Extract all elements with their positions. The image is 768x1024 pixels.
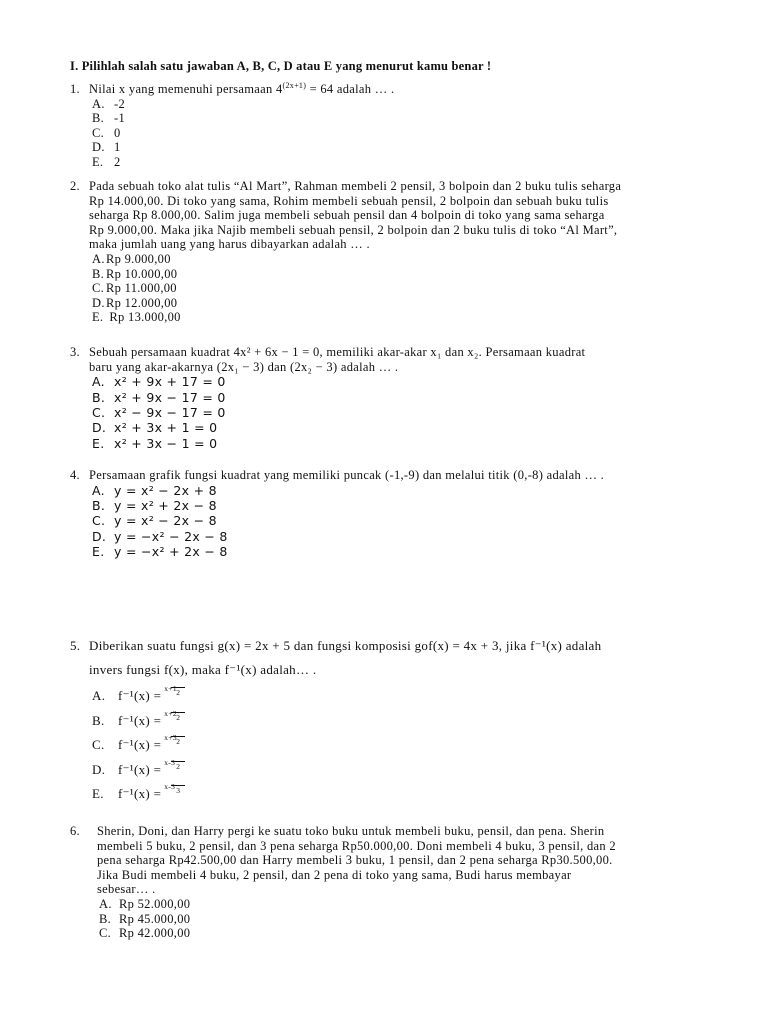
- options-list: [92, 252, 700, 325]
- fraction-denominator: 2: [171, 687, 185, 697]
- option-text: x² + 3x + 1 = 0: [114, 420, 218, 436]
- question-text-start: Nilai x yang memenuhi persamaan 4: [89, 82, 283, 96]
- option-text: Rp 9.000,00: [106, 251, 171, 266]
- fraction: [161, 682, 187, 697]
- question-line: baru yang akar-akarnya (2x₁ − 3) dan (2x₂ − 3) adalah … .: [89, 359, 399, 374]
- option-letter: C.: [99, 926, 112, 941]
- option-a[interactable]: [92, 682, 700, 707]
- question-text-end: = 64 adalah … .: [306, 82, 395, 96]
- fraction-numerator: x+1: [164, 684, 177, 693]
- option-letter: E.: [92, 544, 105, 560]
- option-letter: D.: [92, 420, 107, 436]
- question-line: Sherin, Doni, dan Harry pergi ke suatu toko buku untuk membeli buku, pensil, dan pena. Sherin: [97, 824, 605, 838]
- option-e[interactable]: [92, 544, 700, 559]
- option-letter: A.: [92, 251, 105, 266]
- option-text: 0: [114, 125, 121, 140]
- exponent: (2x+1): [282, 81, 307, 90]
- option-letter: B.: [92, 498, 106, 513]
- option-letter: A.: [92, 96, 105, 111]
- option-a[interactable]: [92, 374, 700, 389]
- options-list: [99, 897, 700, 941]
- fraction: [161, 731, 187, 746]
- option-c[interactable]: [99, 926, 700, 941]
- option-d[interactable]: [92, 756, 700, 781]
- option-letter: B.: [99, 911, 112, 926]
- question-text: [89, 634, 700, 682]
- question-line: seharga Rp 8.000,00. Salim juga membeli sebuah pensil dan 4 bolpoin di toko yang sama seharga: [89, 208, 605, 223]
- option-text: 1: [114, 140, 121, 155]
- fraction: [161, 780, 187, 795]
- option-text: Rp 12.000,00: [106, 295, 178, 310]
- option-text: -1: [114, 111, 126, 126]
- question-line: Sebuah persamaan kuadrat 4x² + 6x − 1 = 0, memiliki akar-akar x₁ dan x₂. Persamaan kuadrat: [89, 345, 586, 359]
- question-text: [97, 824, 700, 897]
- question-5: [70, 634, 700, 805]
- option-letter: C.: [92, 737, 105, 752]
- option-text: x² − 9x − 17 = 0: [114, 405, 226, 420]
- fraction-numerator: x-3: [164, 757, 176, 767]
- option-a[interactable]: [99, 897, 700, 912]
- option-letter: D.: [92, 528, 107, 544]
- option-b[interactable]: [92, 707, 700, 732]
- option-d[interactable]: [92, 420, 700, 435]
- option-c[interactable]: [92, 405, 700, 420]
- fraction-numerator: x+2: [164, 708, 177, 718]
- option-letter: C.: [92, 405, 106, 420]
- option-letter: E.: [92, 154, 104, 169]
- option-text: Rp 45.000,00: [119, 911, 191, 926]
- option-lhs: f⁻¹(x) =: [118, 737, 162, 752]
- option-lhs: f⁻¹(x) =: [118, 761, 162, 777]
- option-e[interactable]: [92, 310, 700, 325]
- option-letter: D.: [92, 761, 106, 777]
- option-b[interactable]: [92, 498, 700, 513]
- option-text: Rp 10.000,00: [106, 266, 178, 281]
- option-c[interactable]: [92, 731, 700, 756]
- question-line: pena seharga Rp42.500,00 dan Harry membeli 3 buku, 1 pensil, dan 2 pena seharga Rp30.500,00.: [97, 853, 613, 868]
- question-number: 3.: [70, 345, 80, 359]
- question-number: 4.: [70, 468, 80, 482]
- option-c[interactable]: [92, 281, 700, 296]
- options-list: [92, 483, 700, 560]
- fraction-numerator: x-3: [164, 782, 176, 791]
- option-text: Rp 13.000,00: [106, 310, 181, 325]
- option-e[interactable]: [92, 780, 700, 805]
- option-b[interactable]: [92, 267, 700, 282]
- option-letter: B.: [92, 389, 106, 405]
- option-d[interactable]: [92, 529, 700, 544]
- option-text: x² + 9x + 17 = 0: [114, 374, 226, 390]
- option-text: Rp 11.000,00: [106, 281, 177, 296]
- option-letter: A.: [92, 688, 106, 703]
- option-text: x² + 9x − 17 = 0: [114, 389, 226, 405]
- option-letter: E.: [92, 310, 104, 325]
- question-number: 5.: [70, 638, 81, 653]
- option-lhs: f⁻¹(x) =: [118, 712, 162, 728]
- option-letter: A.: [92, 374, 105, 390]
- question-line: Diberikan suatu fungsi g(x) = 2x + 5 dan fungsi komposisi gof(x) = 4x + 3, jika f⁻¹(x) adalah: [89, 638, 602, 653]
- section-heading: I. Pilihlah salah satu jawaban A, B, C, D atau E yang menurut kamu benar !: [70, 59, 492, 73]
- question-number: 2.: [70, 179, 80, 193]
- option-e[interactable]: [92, 436, 700, 451]
- option-text: x² + 3x − 1 = 0: [114, 435, 218, 451]
- question-line: Rp 14.000,00. Di toko yang sama, Rohim membeli sebuah pensil, 2 bolpoin dan sebuah buku tulis: [89, 193, 609, 208]
- option-letter: C.: [92, 513, 106, 529]
- option-letter: A.: [99, 896, 112, 911]
- option-lhs: f⁻¹(x) =: [118, 786, 162, 801]
- option-text: y = x² + 2x − 8: [114, 498, 217, 513]
- option-letter: A.: [92, 482, 105, 498]
- option-b[interactable]: [92, 111, 700, 126]
- option-letter: E.: [92, 786, 104, 801]
- option-a[interactable]: [92, 97, 700, 112]
- option-b[interactable]: [92, 390, 700, 405]
- options-list: [92, 682, 700, 805]
- question-text: Persamaan grafik fungsi kuadrat yang memiliki puncak (-1,-9) dan melalui titik (0,-8) adalah … .: [89, 468, 605, 482]
- option-a[interactable]: [92, 252, 700, 267]
- options-list: [92, 97, 700, 170]
- question-line: membeli 5 buku, 2 pensil, dan 3 pena seharga Rp50.000,00. Doni membeli 4 buku, 3 pensil, dan 2: [97, 838, 616, 853]
- question-4: [70, 468, 700, 560]
- question-text: [89, 179, 700, 252]
- question-line: Pada sebuah toko alat tulis “Al Mart”, Rahman membeli 2 pensil, 3 bolpoin dan 2 buku tulis seharga: [89, 179, 622, 193]
- option-d[interactable]: [92, 140, 700, 155]
- option-letter: B.: [92, 712, 105, 728]
- option-lhs: f⁻¹(x) =: [118, 688, 162, 703]
- option-c[interactable]: [92, 513, 700, 528]
- question-number: 6.: [70, 824, 80, 838]
- question-text: [89, 345, 700, 374]
- fraction: [161, 707, 187, 722]
- question-3: [70, 345, 700, 451]
- option-letter: B.: [92, 111, 105, 126]
- question-line: Rp 9.000,00. Maka jika Najib membeli sebuah pensil, 2 bolpoin dan 2 buku tulis di toko “Al Mart”,: [89, 222, 618, 237]
- option-e[interactable]: [92, 155, 700, 170]
- question-6: [70, 824, 700, 941]
- option-text: Rp 52.000,00: [119, 896, 191, 911]
- option-letter: D.: [92, 295, 105, 310]
- option-text: 2: [114, 154, 121, 169]
- option-letter: C.: [92, 125, 105, 140]
- option-text: -2: [114, 96, 126, 111]
- option-d[interactable]: [92, 296, 700, 311]
- fraction-denominator: 3: [171, 785, 185, 795]
- fraction-denominator: 2: [171, 712, 185, 722]
- fraction-denominator: 2: [171, 736, 185, 746]
- option-b[interactable]: [99, 912, 700, 927]
- option-a[interactable]: [92, 483, 700, 498]
- question-line: invers fungsi f(x), maka f⁻¹(x) adalah… .: [89, 662, 317, 677]
- question-line: sebesar… .: [97, 882, 156, 897]
- question-1: [70, 82, 700, 170]
- fraction-denominator: 2: [171, 761, 185, 771]
- option-text: y = −x² − 2x − 8: [114, 528, 228, 544]
- option-letter: D.: [92, 140, 105, 155]
- option-text: Rp 42.000,00: [119, 926, 191, 941]
- option-text: y = x² − 2x + 8: [114, 482, 217, 498]
- question-text: [89, 82, 700, 97]
- question-line: maka jumlah uang yang harus dibayarkan adalah … .: [89, 237, 370, 252]
- options-list: [92, 374, 700, 451]
- option-c[interactable]: [92, 126, 700, 141]
- option-letter: E.: [92, 435, 105, 451]
- question-2: [70, 179, 700, 325]
- option-letter: C.: [92, 281, 105, 296]
- option-text: y = −x² + 2x − 8: [114, 544, 228, 560]
- question-line: Jika Budi membeli 4 buku, 2 pensil, dan 2 pena di toko yang sama, Budi harus membayar: [97, 867, 572, 882]
- option-text: y = x² − 2x − 8: [114, 513, 217, 529]
- question-number: 1.: [70, 82, 80, 96]
- fraction: [161, 756, 187, 771]
- fraction-numerator: x+3: [164, 733, 177, 742]
- option-letter: B.: [92, 266, 105, 281]
